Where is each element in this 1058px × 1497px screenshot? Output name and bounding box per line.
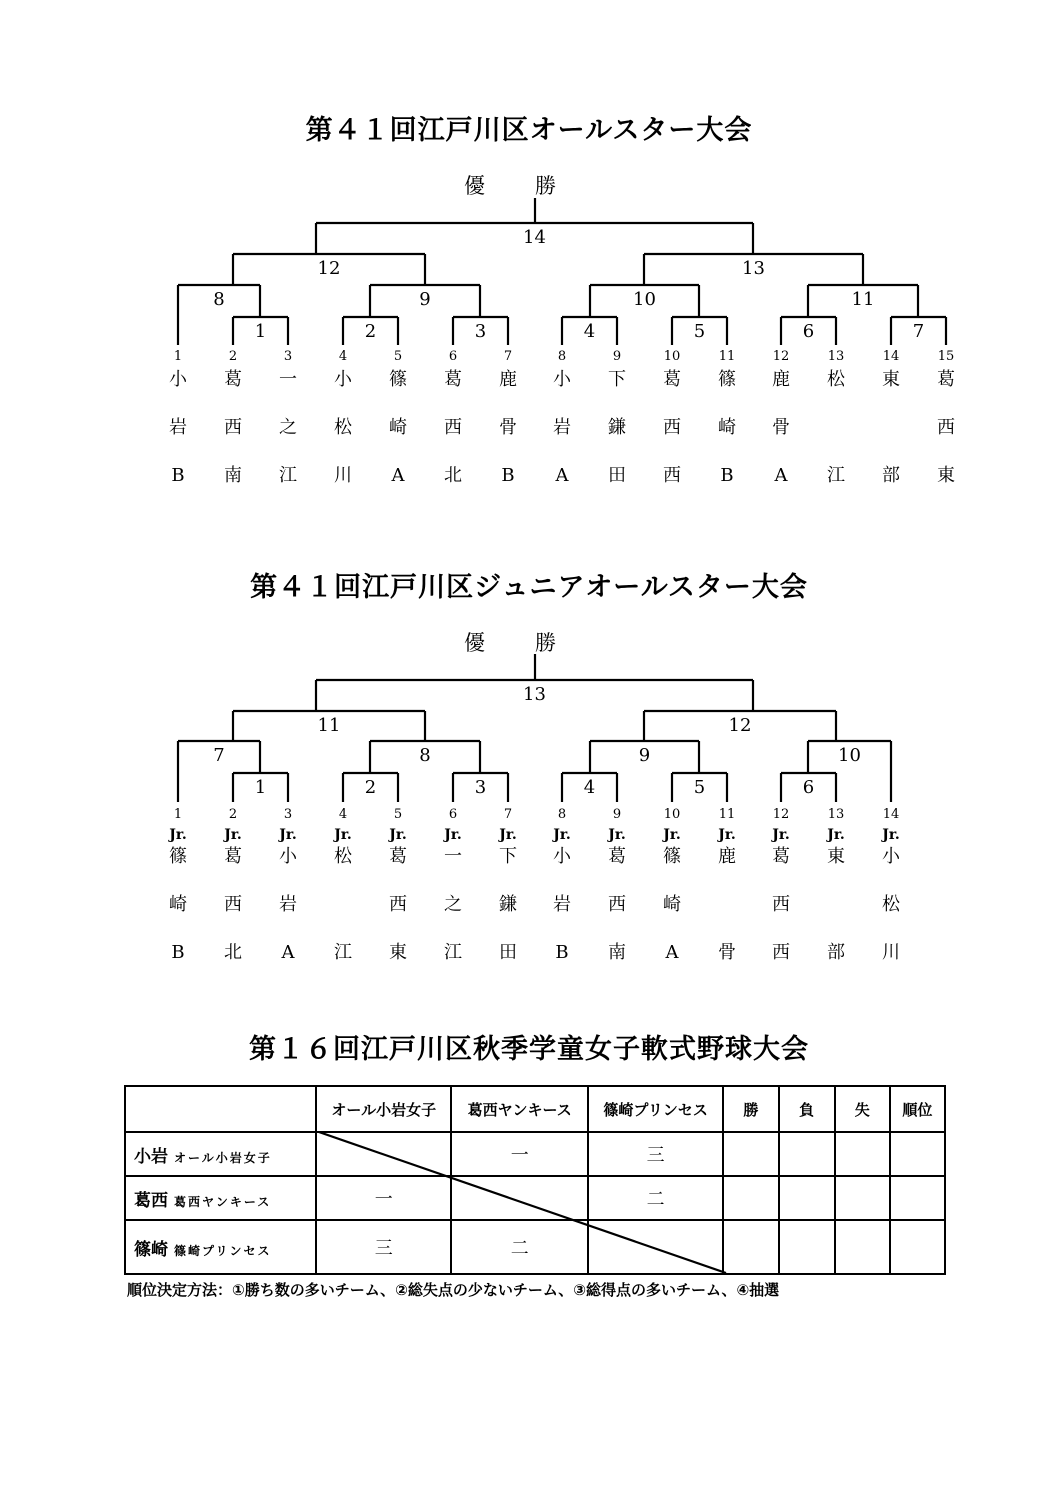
match-number: 10 — [838, 745, 861, 766]
team-name-char: 西 — [608, 894, 626, 915]
team-name-char: 西 — [389, 894, 407, 915]
rank-cell — [890, 1220, 945, 1274]
team-name-char: 江 — [444, 942, 462, 963]
team-short-name: 小岩 — [134, 1146, 168, 1167]
team-name-char: 葛 — [937, 369, 955, 390]
match-number: 13 — [742, 258, 765, 279]
team-name-char: 松 — [882, 894, 900, 915]
team-name-char: 部 — [827, 942, 845, 963]
team-name-char: B — [171, 942, 185, 963]
team-name-char: B — [171, 465, 185, 486]
team-full-name: 葛西ヤンキース — [174, 1194, 272, 1209]
team-name-char: 鎌 — [608, 417, 626, 438]
team-junior-label: Jr. — [663, 827, 681, 843]
team-name-char: 葛 — [772, 846, 790, 867]
team-full-name: 篠崎プリンセス — [174, 1243, 272, 1258]
wins-cell — [723, 1132, 778, 1176]
team-seed-number: 3 — [283, 807, 293, 822]
losses-cell — [779, 1132, 835, 1176]
tournament1-champion-label: 優勝 — [464, 174, 606, 198]
team-seed-number: 13 — [827, 807, 845, 822]
match-number: 8 — [213, 289, 225, 310]
team-name-char: 江 — [334, 942, 352, 963]
team-seed-number: 14 — [882, 349, 900, 364]
team-seed-number: 11 — [718, 807, 736, 822]
team-name-char: 小 — [553, 846, 571, 867]
runs-allowed-cell — [835, 1132, 890, 1176]
team-entry — [652, 826, 692, 990]
team-seed-number: 15 — [937, 349, 955, 364]
team-name-char: 岩 — [279, 894, 297, 915]
team-name-char: 松 — [334, 417, 352, 438]
match-number: 2 — [364, 321, 377, 342]
team-name-char: A — [281, 942, 295, 963]
team-seed-number: 1 — [173, 349, 183, 364]
team-name-char: 岩 — [553, 894, 571, 915]
league-row-header — [125, 1176, 316, 1220]
team-seed-number: 11 — [718, 349, 736, 364]
team-name-char: 東 — [937, 465, 955, 486]
team-junior-label: Jr. — [499, 827, 517, 843]
league-col-header: 負 — [779, 1086, 835, 1132]
team-name-char: A — [391, 465, 405, 486]
league-col-header: 篠崎プリンセス — [588, 1086, 723, 1132]
team-name-char: 西 — [663, 465, 681, 486]
team-name-char: 西 — [772, 942, 790, 963]
team-entry — [433, 826, 473, 990]
wins-cell — [723, 1220, 778, 1274]
result-cell: 一 — [316, 1176, 451, 1220]
team-name-char: 田 — [499, 942, 517, 963]
team-junior-label: Jr. — [718, 827, 736, 843]
match-number: 12 — [728, 715, 752, 736]
result-cell: 一 — [451, 1132, 587, 1176]
runs-allowed-cell — [835, 1176, 890, 1220]
team-name-char: 岩 — [553, 417, 571, 438]
team-junior-label: Jr. — [444, 827, 462, 843]
losses-cell — [779, 1220, 835, 1274]
team-name-char: 西 — [937, 417, 955, 438]
team-seed-number: 2 — [228, 807, 238, 822]
match-number: 9 — [638, 745, 651, 766]
match-number: 12 — [317, 258, 341, 279]
match-number: 3 — [474, 321, 487, 342]
team-seed-number: 9 — [612, 349, 622, 364]
team-entry — [213, 826, 253, 990]
team-name-char: 東 — [882, 369, 900, 390]
match-number: 7 — [912, 321, 925, 342]
team-junior-label: Jr. — [389, 827, 407, 843]
match-number: 10 — [633, 289, 656, 310]
team-name-char: 葛 — [224, 369, 242, 390]
team-junior-label: Jr. — [169, 827, 187, 843]
match-number: 1 — [254, 321, 267, 342]
team-seed-number: 6 — [448, 807, 458, 822]
team-name-char: 骨 — [718, 942, 736, 963]
team-name-char: 崎 — [169, 894, 187, 915]
wins-cell — [723, 1176, 778, 1220]
tournament1-title: 第４１回江戸川区オールスター大会 — [305, 115, 753, 146]
team-name-char: 篠 — [389, 369, 407, 390]
team-name-char: 小 — [334, 369, 352, 390]
team-entry — [707, 826, 747, 990]
league-title: 第１６回江戸川区秋季学童女子軟式野球大会 — [249, 1034, 809, 1065]
team-seed-number: 12 — [772, 807, 790, 822]
team-junior-label: Jr. — [553, 827, 571, 843]
league-col-header: 順位 — [890, 1086, 945, 1132]
team-name-char: 南 — [608, 942, 626, 963]
team-seed-number: 7 — [503, 807, 513, 822]
team-name-char: 部 — [882, 465, 900, 486]
match-number: 8 — [419, 745, 431, 766]
team-name-char: B — [501, 465, 515, 486]
team-seed-number: 14 — [882, 807, 900, 822]
team-full-name: オール小岩女子 — [174, 1150, 272, 1165]
match-number: 4 — [583, 321, 596, 342]
team-seed-number: 5 — [393, 349, 403, 364]
team-name-char: A — [774, 465, 788, 486]
team-name-char: 崎 — [663, 894, 681, 915]
team-name-char: 西 — [772, 894, 790, 915]
match-number: 14 — [523, 227, 546, 248]
team-entry — [158, 826, 198, 990]
team-name-char: 川 — [334, 465, 352, 486]
team-name-char: 南 — [224, 465, 242, 486]
team-seed-number: 3 — [283, 349, 293, 364]
team-entry — [597, 826, 637, 990]
team-name-char: 葛 — [389, 846, 407, 867]
tournament2-champion-label: 優勝 — [464, 631, 606, 655]
team-name-char: 西 — [224, 417, 242, 438]
team-junior-label: Jr. — [279, 827, 297, 843]
rank-cell — [890, 1176, 945, 1220]
team-name-char: B — [720, 465, 734, 486]
team-name-char: 江 — [827, 465, 845, 486]
tournament2-teams — [0, 826, 1058, 966]
team-name-char: 西 — [663, 417, 681, 438]
team-seed-number: 8 — [557, 807, 567, 822]
team-name-char: 篠 — [718, 369, 736, 390]
team-name-char: 小 — [279, 846, 297, 867]
team-name-char: 小 — [553, 369, 571, 390]
result-cell: 二 — [588, 1176, 723, 1220]
team-name-char: 下 — [499, 846, 517, 867]
team-name-char: 東 — [389, 942, 407, 963]
team-name-char: 葛 — [608, 846, 626, 867]
team-entry — [761, 826, 801, 990]
team-entry — [323, 826, 363, 990]
match-number: 6 — [802, 777, 815, 798]
result-cell: 三 — [316, 1220, 451, 1274]
team-junior-label: Jr. — [827, 827, 845, 843]
team-entry — [378, 826, 418, 990]
team-entry — [871, 826, 911, 990]
team-name-char: 西 — [224, 894, 242, 915]
match-number: 1 — [254, 777, 267, 798]
team-name-char: B — [555, 942, 569, 963]
league-col-header: オール小岩女子 — [316, 1086, 451, 1132]
match-number: 6 — [802, 321, 815, 342]
team-name-char: A — [665, 942, 679, 963]
team-name-char: 下 — [608, 369, 626, 390]
team-name-char: 之 — [444, 894, 462, 915]
team-name-char: 鹿 — [772, 369, 790, 390]
match-number: 4 — [583, 777, 596, 798]
team-name-char: 葛 — [224, 846, 242, 867]
team-seed-number: 10 — [663, 807, 681, 822]
team-name-char: 崎 — [718, 417, 736, 438]
team-seed-number: 6 — [448, 349, 458, 364]
team-name-char: 西 — [444, 417, 462, 438]
league-diagonal — [316, 1131, 728, 1275]
team-seed-number: 2 — [228, 349, 238, 364]
team-seed-number: 4 — [338, 807, 348, 822]
team-entry — [268, 826, 308, 990]
team-junior-label: Jr. — [608, 827, 626, 843]
tournament2-title: 第４１回江戸川区ジュニアオールスター大会 — [250, 572, 808, 603]
team-entry — [488, 826, 528, 990]
team-name-char: 鹿 — [718, 846, 736, 867]
team-name-char: 松 — [827, 369, 845, 390]
team-name-char: 田 — [608, 465, 626, 486]
team-name-char: 北 — [224, 942, 242, 963]
ranking-method-note: 順位決定方法：①勝ち数の多いチーム、②総失点の少ないチーム、③総得点の多いチーム、④抽選 — [127, 1281, 780, 1299]
team-name-char: 松 — [334, 846, 352, 867]
result-cell: 二 — [451, 1220, 587, 1274]
team-name-char — [707, 894, 747, 942]
team-name-char: 東 — [827, 846, 845, 867]
league-row-header — [125, 1220, 316, 1274]
team-name-char: 一 — [279, 369, 297, 390]
team-name-char: 篠 — [169, 846, 187, 867]
league-col-header: 葛西ヤンキース — [451, 1086, 587, 1132]
team-seed-number: 7 — [503, 349, 513, 364]
team-seed-number: 10 — [663, 349, 681, 364]
team-name-char — [816, 894, 856, 942]
team-short-name: 葛西 — [134, 1190, 168, 1211]
team-name-char — [323, 894, 363, 942]
team-junior-label: Jr. — [334, 827, 352, 843]
result-cell: 三 — [588, 1132, 723, 1176]
match-number: 2 — [364, 777, 377, 798]
team-name-char: 岩 — [169, 417, 187, 438]
runs-allowed-cell — [835, 1220, 890, 1274]
league-corner-cell — [125, 1086, 316, 1132]
team-name-char: 篠 — [663, 846, 681, 867]
team-junior-label: Jr. — [772, 827, 790, 843]
team-name-char: 一 — [444, 846, 462, 867]
team-entry — [542, 826, 582, 990]
team-short-name: 篠崎 — [134, 1239, 168, 1260]
team-seed-number: 13 — [827, 349, 845, 364]
team-name-char: 崎 — [389, 417, 407, 438]
team-name-char: 小 — [882, 846, 900, 867]
team-seed-number: 8 — [557, 349, 567, 364]
match-number: 5 — [693, 321, 706, 342]
match-number: 7 — [213, 745, 225, 766]
team-seed-number: 4 — [338, 349, 348, 364]
league-col-header: 勝 — [723, 1086, 778, 1132]
match-number: 11 — [851, 289, 875, 310]
league-col-header: 失 — [835, 1086, 890, 1132]
team-name-char: 川 — [882, 942, 900, 963]
team-seed-number: 1 — [173, 807, 183, 822]
team-name-char: 江 — [279, 465, 297, 486]
match-number: 3 — [474, 777, 487, 798]
league-header-row — [125, 1086, 945, 1132]
team-name-char: A — [555, 465, 569, 486]
team-name-char: 小 — [169, 369, 187, 390]
team-seed-number: 12 — [772, 349, 790, 364]
team-name-char: 之 — [279, 417, 297, 438]
team-name-char: 鹿 — [499, 369, 517, 390]
match-number: 13 — [523, 684, 546, 705]
rank-cell — [890, 1132, 945, 1176]
team-name-char: 鎌 — [499, 894, 517, 915]
team-name-char: 葛 — [444, 369, 462, 390]
league-row-header — [125, 1132, 316, 1176]
match-number: 9 — [419, 289, 431, 310]
team-name-char: 北 — [444, 465, 462, 486]
losses-cell — [779, 1176, 835, 1220]
team-name-char: 骨 — [772, 417, 790, 438]
team-seed-number: 5 — [393, 807, 403, 822]
team-name-char: 葛 — [663, 369, 681, 390]
team-junior-label: Jr. — [882, 827, 900, 843]
match-number: 11 — [317, 715, 341, 736]
team-junior-label: Jr. — [224, 827, 242, 843]
team-entry — [816, 826, 856, 990]
team-seed-number: 9 — [612, 807, 622, 822]
match-number: 5 — [693, 777, 706, 798]
team-name-char: 骨 — [499, 417, 517, 438]
